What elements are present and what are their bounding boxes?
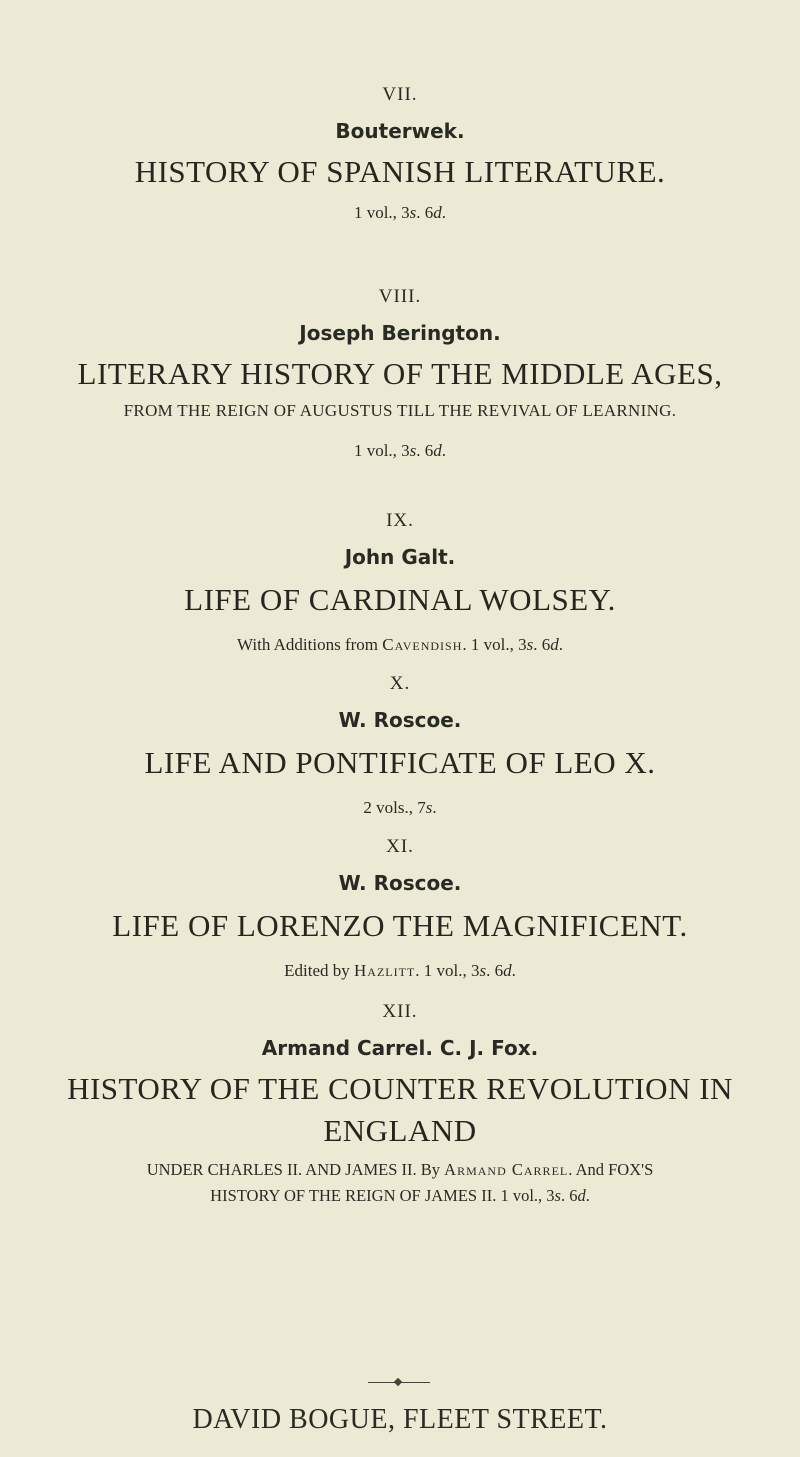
entry-title-line-2: ENGLAND bbox=[323, 1113, 477, 1148]
entry-subtitle: FROM THE REIGN OF AUGUSTUS TILL THE REVIVAL OF LEARNING. bbox=[123, 401, 677, 420]
entry-details-line-2: HISTORY OF THE REIGN OF JAMES II. 1 vol., 3s. 6d. bbox=[210, 1186, 590, 1205]
entry-title: HISTORY OF SPANISH LITERATURE. bbox=[134, 154, 666, 189]
entry-numeral: XI. bbox=[386, 836, 414, 857]
entry-title: LIFE OF LORENZO THE MAGNIFICENT. bbox=[112, 908, 688, 943]
entry-numeral: IX. bbox=[386, 510, 414, 531]
rule-ornament-icon bbox=[394, 1378, 402, 1386]
entry-details: With Additions from Cavendish. 1 vol., 3s. 6d. bbox=[237, 635, 563, 654]
entry-xii bbox=[0, 1001, 800, 1207]
entry-author: Armand Carrel. C. J. Fox. bbox=[261, 1036, 539, 1060]
entry-author: Bouterwek. bbox=[335, 119, 465, 143]
entry-details: 1 vol., 3s. 6d. bbox=[353, 441, 447, 460]
entry-numeral: X. bbox=[389, 673, 411, 694]
entry-vii bbox=[0, 84, 800, 224]
entry-x bbox=[0, 673, 800, 819]
entry-title: LITERARY HISTORY OF THE MIDDLE AGES, bbox=[77, 356, 723, 391]
entry-title: LIFE OF CARDINAL WOLSEY. bbox=[184, 582, 616, 617]
entry-title-line-1: HISTORY OF THE COUNTER REVOLUTION IN bbox=[67, 1071, 733, 1106]
entry-details: Edited by Hazlitt. 1 vol., 3s. 6d. bbox=[284, 961, 516, 980]
entry-numeral: VIII. bbox=[378, 286, 422, 307]
publisher-imprint: DAVID BOGUE, FLEET STREET. bbox=[192, 1404, 608, 1435]
entry-title: LIFE AND PONTIFICATE OF LEO X. bbox=[144, 745, 656, 780]
entry-details: 2 vols., 7s. bbox=[363, 798, 437, 817]
entry-viii bbox=[0, 286, 800, 462]
entry-numeral: XII. bbox=[382, 1001, 418, 1022]
entry-author: Joseph Berington. bbox=[299, 321, 501, 345]
entry-details-line-1: UNDER CHARLES II. AND JAMES II. By Armand Carrel. And FOX'S bbox=[146, 1160, 654, 1179]
entry-details: 1 vol., 3s. 6d. bbox=[353, 203, 447, 222]
entry-numeral: VII. bbox=[382, 84, 418, 105]
entry-xi bbox=[0, 836, 800, 982]
entry-ix bbox=[0, 510, 800, 656]
entry-author: John Galt. bbox=[344, 545, 456, 569]
entry-author: W. Roscoe. bbox=[338, 871, 462, 895]
entry-author: W. Roscoe. bbox=[338, 708, 462, 732]
